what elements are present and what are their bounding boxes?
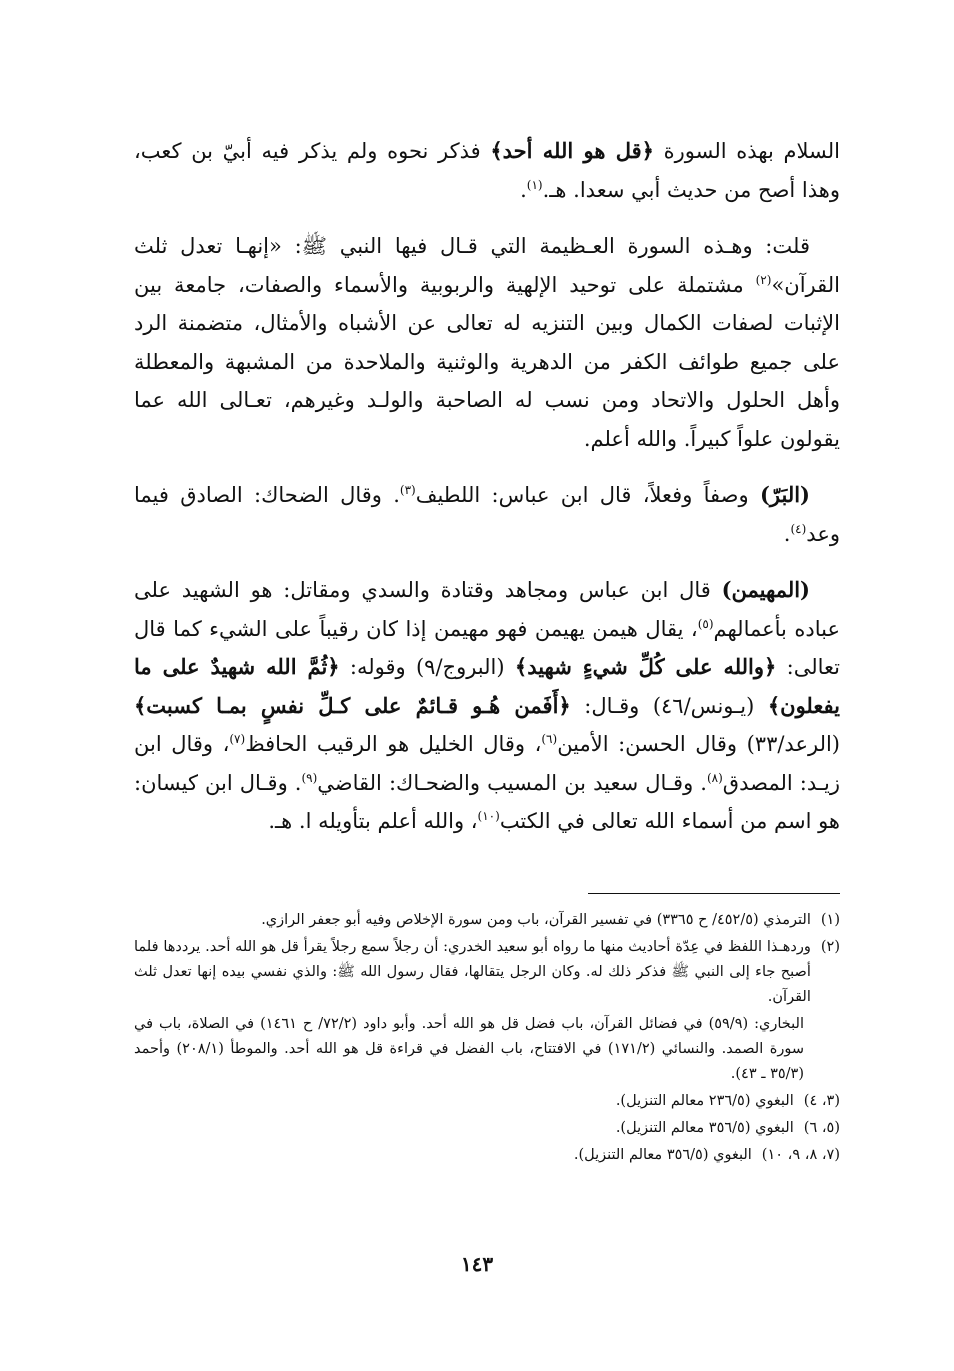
paragraph-text: مشتملة على توحيد الإلهية والربوبية والأسماء والصفات، جامعة بين الإثبات لصفات الكمال وبين التنزيه له تعالى عن الأشباه والأمثال، متضمنة الرد على جميع طوائف الكفر من الدهرية والوثنية والملاحدة من المشبهة والمعطلة وأهل الحلول والاتحاد ومن نسب له الصاحبة والولـد وغيرهم، تعـالى الله عما يقولون علواً كبيراً. والله أعلم.	[134, 272, 840, 451]
paragraph-text: (يـونس/٤٦) وقـال:	[570, 693, 768, 718]
paragraph-text: . وقـال سعيد بن المسيب والضحـاك: القاضي	[317, 770, 707, 795]
footnote-separator	[588, 893, 840, 894]
page-number: ١٤٣	[460, 1252, 494, 1276]
paragraph-text: قلت: وهـذه السورة العـظيمة التي قـال فيها النبي ﷺ: «إنهـا تعدل ثلث القرآن»	[134, 234, 840, 297]
footnote-number: (٧، ٨، ٩، ١٠)	[761, 1147, 840, 1163]
paragraph-text: وصفاً وفعلاً، قال ابن عباس: اللطيف	[415, 483, 760, 507]
footnote-ref: (٤)	[790, 521, 807, 536]
paragraph	[134, 132, 840, 209]
footnote-text: الترمذي (٤٥٢/٥/ ح ٣٣٦٥) في تفسير القرآن، باب ومن سورة الإخلاص وفيه أبو جعفر الرازي.	[261, 912, 811, 928]
footnote-ref: (١)	[526, 177, 543, 192]
paragraph-text: ، والله أعلم بتأويله ا. هـ.	[268, 809, 478, 833]
paragraph-text: فذكر نحوه ولم يذكر فيه أبيّ بن كعب، وهذا أصح من حديث أبي سعدا. هـ.	[134, 139, 840, 202]
paragraph-text: (الرعد/٣٣) وقال الحسن: الأمين	[557, 732, 841, 756]
quran-verse: ﴿والله على كُلِّ شيءٍ شهيد﴾	[514, 654, 777, 679]
footnote-ref: (٢)	[755, 272, 772, 287]
footnote-number: (١)	[820, 912, 840, 928]
quran-verse: ﴿ثُمَّ الله شهيدٌ على ما يفعلون﴾	[134, 654, 840, 718]
footnote-ref: (٩)	[301, 770, 318, 785]
footnote	[134, 935, 840, 1010]
paragraph-text: قال ابن عباس ومجاهد وقتادة والسدي ومقاتل: هو الشهيد على عباده بأعمالهم	[134, 578, 840, 641]
paragraph-text: . وقال الضحاك: الصادق فيما وعد	[134, 483, 840, 546]
footnote	[134, 1143, 840, 1168]
footnote-text: البغوي (٣٥٦/٥ معالم التنزيل).	[615, 1120, 794, 1136]
main-text	[134, 132, 840, 859]
footnote	[134, 1116, 840, 1141]
divine-name-term: (المهيمن)	[721, 577, 810, 602]
paragraph	[134, 476, 840, 553]
paragraph-text: . وقـال ابن كيسان: هو اسم من أسماء الله تعالى في الكتب	[134, 770, 840, 833]
paragraph-text: ، وقال الخليل هو الرقيب الحافظ	[245, 732, 542, 756]
quran-verse: ﴿أَفَمن هُـو قـائمٌ على كـلِّ نفسٍ بمـا كسبت﴾	[134, 692, 571, 718]
paragraph	[134, 571, 840, 841]
footnote-ref: (٧)	[229, 732, 246, 746]
footnote-ref: (٥)	[697, 616, 714, 631]
paragraph-text: .	[783, 521, 791, 546]
footnote	[134, 1089, 840, 1114]
paragraph-text: ، وقال ابن زيـد: المصدق	[134, 732, 840, 795]
footnote-text: البغوي (٣٥٦/٥ معالم التنزيل).	[573, 1147, 752, 1163]
footnote-ref: (٣)	[399, 483, 416, 497]
paragraph-text: ، يقال هيمن يهيمن فهو مهيمن إذا كان رقيباً على الشيء كما قال تعالى:	[134, 616, 840, 679]
footnote-ref: (١٠)	[477, 809, 500, 823]
footnote-number: (٢)	[820, 939, 840, 955]
footnote-text: وردهـذا اللفظ في عِدّة أحاديث منها ما رواه أبو سعيد الخدري: أن رجلاً سمع رجلاً يقرأ قل هو الله أحد. يرددها فلما أصبح جاء إلى النبي ﷺ فذكر ذلك له. وكان الرجل يتقالها، فقال رسول الله ﷺ: والذي نفسي بيده إنها تعدل ثلث القرآن.	[134, 939, 811, 1005]
divine-name-term: (البَرّ)	[759, 482, 810, 507]
paragraph	[134, 227, 840, 458]
footnote-ref: (٨)	[706, 770, 723, 785]
quran-verse: ﴿قل هو الله أحد﴾	[490, 138, 654, 163]
footnote-number: (٥، ٦)	[803, 1120, 840, 1136]
paragraph-text: .	[520, 177, 527, 202]
footnote-ref: (٦)	[541, 732, 558, 746]
footnote-number: (٣، ٤)	[803, 1093, 840, 1109]
paragraph-text: السلام بهذه السورة	[653, 139, 840, 163]
footnote	[134, 908, 840, 933]
footnote-continuation: البخاري: (٥٩/٩) في فضائل القرآن، باب فضل قل هو الله أحد. وأبو داود (٧٢/٢/ ح ١٤٦١) في الصلاة، باب في سورة الصمد. والنسائي (١٧١/٢) في الافتتاح، باب الفضل في قراءة قل هو الله أحد. والموطأ (٢٠٨/١) وأحمد (٣٥/٣ ـ ٤٣).	[134, 1016, 804, 1082]
footnotes	[134, 908, 840, 1170]
paragraph-text: (البروج/٩) وقوله:	[339, 655, 515, 679]
footnote-text: البغوي (٢٣٦/٥ معالم التنزيل).	[615, 1093, 794, 1109]
